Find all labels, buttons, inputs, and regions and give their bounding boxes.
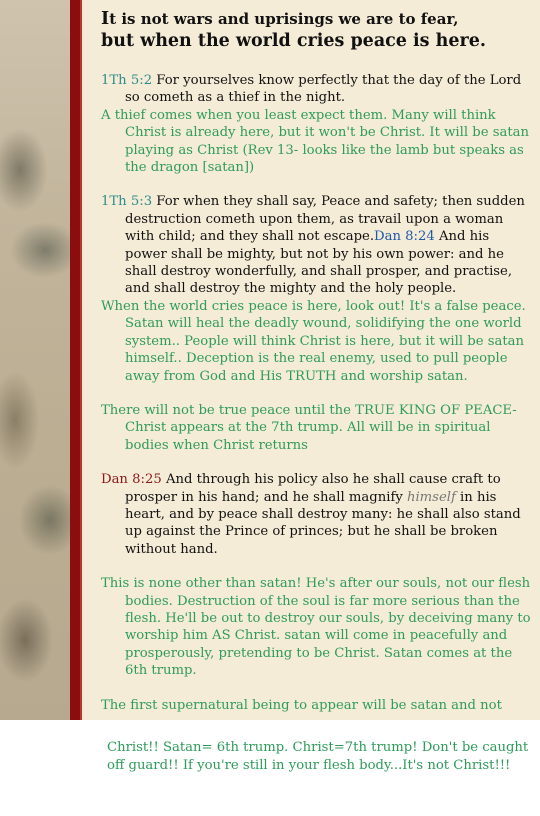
title-initial: I xyxy=(101,9,110,29)
verse-ref: 1Th 5:3 xyxy=(101,194,153,210)
verse-italic: himself xyxy=(406,489,456,505)
verse-text-dan: And his power shall be mighty, but not by his own power: and he shall destroy wonderfully, and shall prosper, and practise, and shall destroy the mighty and the holy people. xyxy=(125,229,513,297)
verse-ref: Dan 8:25 xyxy=(101,472,162,488)
verse-text: For yourselves know perfectly that the day of the Lord so cometh as a thief in the night. xyxy=(125,73,522,106)
title-line2: but when the world cries peace is here. xyxy=(101,31,486,51)
commentary-thief: A thief comes when you least expect them. Many will think Christ is already here, but it won't be Christ. It will be satan playing as Christ (Rev 13- looks like the lamb but speaks as the dragon [satan]) xyxy=(101,107,529,176)
commentary-first-being: The first supernatural being to appear will be satan and not xyxy=(101,697,502,713)
commentary-true-peace: There will not be true peace until the TRUE KING OF PEACE- Christ appears at the 7th trump. All will be in spiritual bodies when Christ returns xyxy=(101,402,517,453)
verse-dan-8-25 xyxy=(101,471,531,558)
title-line1: t is not wars and uprisings we are to fear, xyxy=(109,10,459,28)
article-content xyxy=(101,8,531,714)
landscape-scroll-image xyxy=(0,0,70,720)
commentary-satan: This is none other than satan! He's after our souls, not our flesh bodies. Destruction of the soul is far more serious than the flesh. He'll be out to destroy our souls, by deceiving many to worship him AS Christ. satan will come in peacefully and prosperously, pretending to be Christ. Satan comes at the 6th trump. xyxy=(101,576,531,679)
footer-text: Christ!! Satan= 6th trump. Christ=7th trump! Don't be caught off guard!! If you're still in your flesh body...It's not Christ!!! xyxy=(107,740,529,773)
red-border-bar xyxy=(70,0,80,720)
verse-ref-dan-8-24: Dan 8:24 xyxy=(374,229,435,245)
verse-ref: 1Th 5:2 xyxy=(101,73,153,88)
verse-text-b: in his heart, and by peace shall destroy many: he shall also stand up against the Prince of princes; but he shall be broken without hand. xyxy=(125,489,521,557)
page-title xyxy=(101,8,531,52)
verse-1th-5-3 xyxy=(101,193,531,297)
verse-text-a: And through his policy also he shall cause craft to prosper in his hand; and he shall magnify xyxy=(125,472,501,505)
commentary-false-peace: When the world cries peace is here, look out! It's a false peace. Satan will heal the deadly wound, solidifying the one world system.. People will think Christ is here, but it will be satan himself.. Deception is the real enemy, used to pull people away from God and His TRUTH and worship satan. xyxy=(101,298,526,384)
verse-text: For when they shall say, Peace and safety; then sudden destruction cometh upon them, as travail upon a woman with child; and they shall not escape. xyxy=(125,194,525,245)
verse-1th-5-2 xyxy=(101,72,531,107)
